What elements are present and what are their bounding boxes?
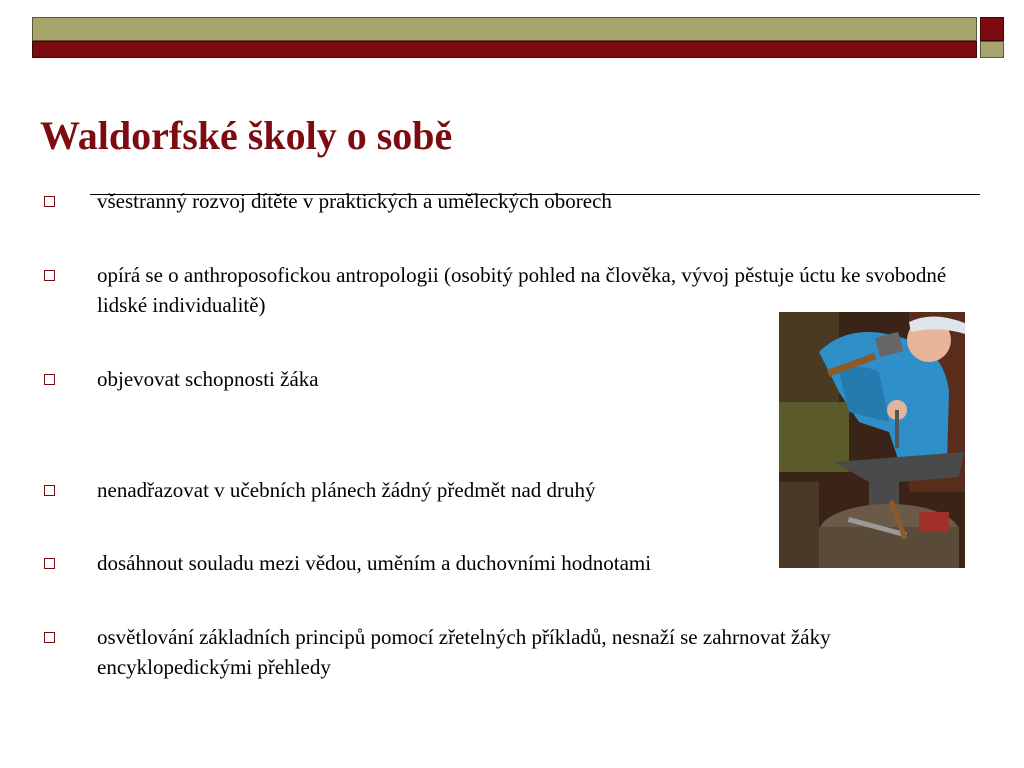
- header-bar-red: [32, 41, 977, 58]
- bullet-text: dosáhnout souladu mezi vědou, uměním a duchovními hodnotami: [97, 551, 652, 575]
- bullet-square-icon: [44, 632, 55, 643]
- bullet-square-icon: [44, 558, 55, 569]
- bullet-square-icon: [44, 374, 55, 385]
- bullet-text: všestranný rozvoj dítěte v praktických a uměleckých oborech: [97, 189, 612, 213]
- bullet-item: [44, 622, 954, 682]
- bullet-text: nenadřazovat v učebních plánech žádný předmět nad druhý: [97, 478, 596, 502]
- bullet-item: [44, 186, 954, 216]
- header-bar-olive: [32, 17, 977, 41]
- bullet-square-icon: [44, 485, 55, 496]
- header-square-red: [980, 17, 1004, 41]
- bullet-square-icon: [44, 196, 55, 207]
- bullet-text: osvětlování základních principů pomocí zřetelných příkladů, nesnaží se zahrnovat žáky encyklopedickými přehledy: [97, 625, 831, 679]
- bullet-item: [44, 260, 954, 320]
- slide-title: Waldorfské školy o sobě: [40, 113, 453, 158]
- header-square-olive: [980, 41, 1004, 58]
- blacksmith-student-photo: [779, 312, 965, 568]
- bullet-text: opírá se o anthroposofickou antropologii (osobitý pohled na člověka, vývoj pěstuje úctu ke svobodné lidské individualitě): [97, 263, 947, 317]
- bullet-square-icon: [44, 270, 55, 281]
- bullet-text: objevovat schopnosti žáka: [97, 367, 319, 391]
